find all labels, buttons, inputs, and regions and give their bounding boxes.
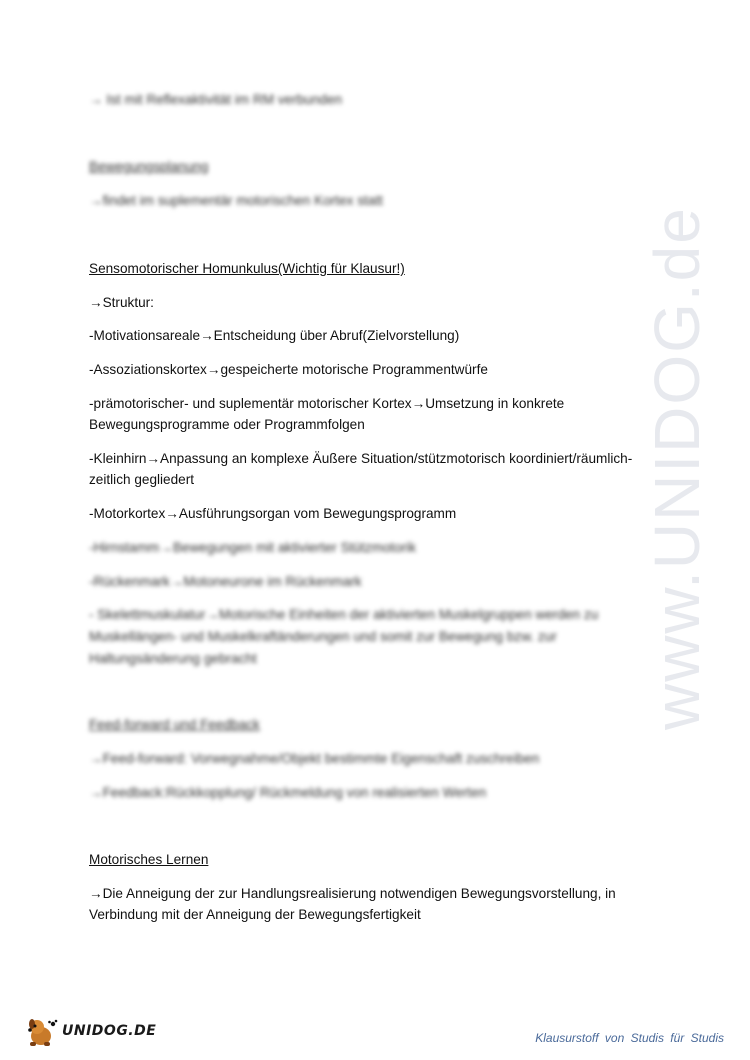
blurred-item-skelett-line3: Haltungsänderung gebracht <box>89 651 257 666</box>
blurred-heading-bewegungsplanung: Bewegungsplanung <box>89 159 209 174</box>
item-praemotorisch-line2: Bewegungsprogramme oder Programmfolgen <box>89 417 365 432</box>
blurred-item-skelett-line2: Muskellängen- und Muskelkraftänderungen und somit zur Bewegung bzw. zur <box>89 629 557 644</box>
watermark: www.UNIDOG.de <box>641 206 713 730</box>
dog-mascot-icon <box>24 1014 58 1048</box>
blurred-heading-feedforward: Feed-forward und Feedback <box>89 717 260 732</box>
heading-homunkulus: Sensomotorischer Homunkulus(Wichtig für Klausur!) <box>89 261 405 276</box>
item-praemotorisch-line1: -prämotorischer- und suplementär motorischer Kortex→Umsetzung in konkrete <box>89 396 565 411</box>
struktur-label: →Struktur: <box>89 295 154 310</box>
blurred-item-feedback: →Feedback:Rückkopplung/ Rückmeldung von realisierten Werten <box>89 785 487 800</box>
blurred-item-feedforward: →Feed-forward: Vorwegnahme/Objekt bestimmte Eigenschaft zuschreiben <box>89 751 540 766</box>
footer-tagline: Klausurstoff von Studis für Studis <box>535 1031 724 1045</box>
item-kleinhirn-line2: zeitlich gegliedert <box>89 472 195 487</box>
logo-text: UNIDOG.DE <box>62 1023 157 1039</box>
unidog-logo <box>24 1014 156 1048</box>
blurred-bullet-reflex: → Ist mit Reflexaktivität im RM verbunden <box>89 92 343 107</box>
item-motorkortex: -Motorkortex→Ausführungsorgan vom Bewegungsprogramm <box>89 506 457 521</box>
blurred-bullet-planung: →findet im suplementär motorischen Kortex statt <box>89 193 383 208</box>
item-lernen-line1: →Die Anneigung der zur Handlungsrealisierung notwendigen Bewegungsvorstellung, in <box>89 886 616 901</box>
heading-motorisches-lernen: Motorisches Lernen <box>89 852 209 867</box>
item-assoziationskortex: -Assoziationskortex→gespeicherte motorische Programmentwürfe <box>89 362 488 377</box>
item-lernen-line2: Verbindung mit der Anneigung der Bewegungsfertigkeit <box>89 907 421 922</box>
item-kleinhirn-line1: -Kleinhirn→Anpassung an komplexe Äußere Situation/stützmotorisch koordiniert/räumlich- <box>89 451 633 466</box>
blurred-item-rueckenmark: -Rückenmark→Motoneurone im Rückenmark <box>89 574 362 589</box>
item-motivationsareale: -Motivationsareale→Entscheidung über Abruf(Zielvorstellung) <box>89 328 460 343</box>
blurred-item-skelett-line1: - Skelettmuskulatur→Motorische Einheiten der aktivierten Muskelgruppen werden zu <box>89 607 599 622</box>
blurred-item-hirnstamm: -Hirnstamm→Bewegungen mit aktivierter Stützmotorik <box>89 540 417 555</box>
